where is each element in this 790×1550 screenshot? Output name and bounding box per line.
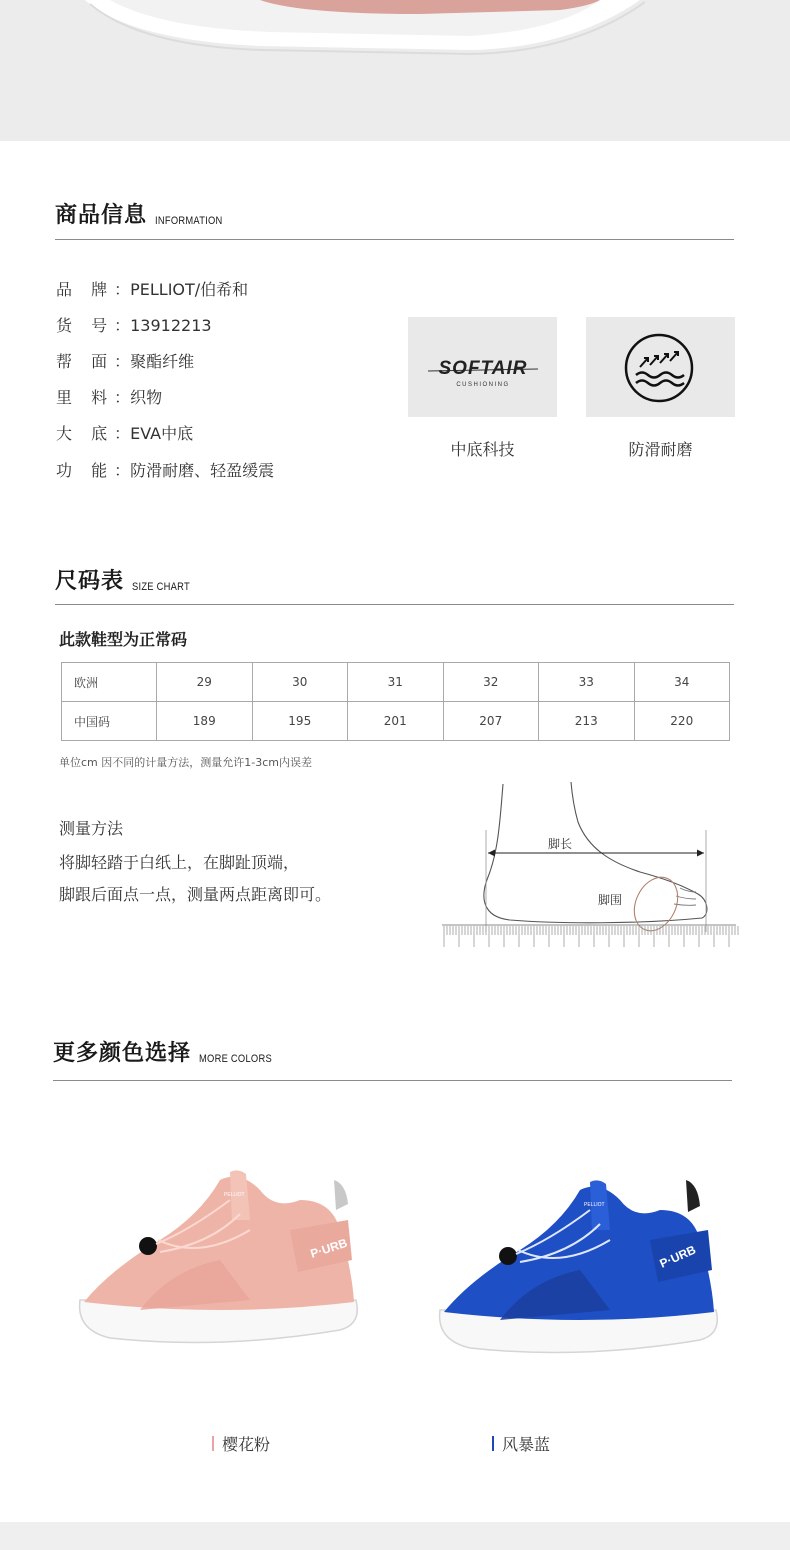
foot-measure-diagram	[440, 782, 740, 950]
info-row-brand: 品 牌：PELLIOT/伯希和	[56, 280, 249, 299]
softair-logo-text: SOFTAIR	[438, 358, 528, 379]
size-cell: 195	[252, 702, 348, 741]
size-cell: 34	[634, 663, 730, 702]
size-chart-note: 单位cm 因不同的计量方法，测量允许1-3cm内误差	[59, 756, 312, 769]
foot-girth-label: 脚围	[598, 893, 623, 907]
color-name-pink: 樱花粉	[222, 1435, 271, 1454]
shoe-sole-image	[0, 0, 790, 141]
info-label: 品 牌	[56, 280, 115, 299]
info-row-lining: 里 料：织物	[56, 388, 163, 407]
product-info-heading	[55, 204, 235, 228]
info-row-upper: 帮 面：聚酯纤维	[56, 352, 195, 371]
size-cell: 32	[443, 663, 539, 702]
size-cell: 220	[634, 702, 730, 741]
info-label: 货 号	[56, 316, 115, 335]
size-chart-subtitle: 此款鞋型为正常码	[59, 630, 188, 649]
info-row-item-no: 货 号：13912213	[56, 316, 212, 335]
size-chart-title-en: SIZE CHART	[132, 581, 190, 593]
section-divider	[55, 604, 734, 605]
size-cell: 213	[539, 702, 635, 741]
info-value: 13912213	[130, 316, 212, 335]
size-chart-heading	[55, 570, 200, 594]
table-row	[62, 663, 730, 702]
color-option-blue[interactable]	[492, 1432, 550, 1455]
shoe-text-pink: P·URB	[308, 1235, 350, 1261]
color-name-blue: 风暴蓝	[502, 1435, 551, 1454]
size-cell: 31	[348, 663, 444, 702]
size-cell: 33	[539, 663, 635, 702]
shoe-text-blue: P·URB	[657, 1242, 698, 1271]
color-option-pink[interactable]	[212, 1432, 270, 1455]
bottom-band	[0, 1522, 790, 1550]
softair-logo-icon	[408, 317, 557, 417]
measure-instruction-1: 将脚轻踏于白纸上，在脚趾顶端，	[59, 853, 300, 872]
shoe-image-pink[interactable]	[70, 1160, 370, 1360]
table-row	[62, 702, 730, 741]
anti-slip-tile	[586, 317, 735, 417]
product-info-title: 商品信息	[55, 203, 148, 228]
ruler-icon	[444, 926, 738, 947]
size-row-label: 中国码	[62, 702, 157, 741]
size-table	[61, 662, 730, 741]
softair-tile	[408, 317, 557, 417]
more-colors-title: 更多颜色选择	[53, 1041, 192, 1066]
feature-caption-midsole: 中底科技	[450, 440, 515, 459]
product-info-title-en: INFORMATION	[155, 215, 223, 227]
shoe-brand-pink: PELLIOT	[224, 1192, 245, 1198]
size-cell: 30	[252, 663, 348, 702]
info-label: 帮 面	[56, 352, 115, 371]
softair-logo-subtext: CUSHIONING	[456, 382, 510, 388]
info-row-function: 功 能：防滑耐磨、轻盈缓震	[56, 461, 275, 480]
shoe-brand-blue: PELLIOT	[584, 1202, 605, 1208]
more-colors-heading	[53, 1042, 285, 1066]
size-chart-title: 尺码表	[55, 569, 125, 594]
info-label: 功 能	[56, 461, 115, 480]
anti-slip-icon	[586, 317, 735, 417]
info-label: 大 底	[56, 424, 115, 443]
info-value: EVA中底	[130, 424, 194, 443]
measure-instruction-2: 脚跟后面点一点，测量两点距离即可。	[59, 885, 332, 904]
color-swatch-bar	[492, 1436, 494, 1451]
info-row-outsole: 大 底：EVA中底	[56, 424, 194, 443]
info-label: 里 料	[56, 388, 115, 407]
size-cell: 201	[348, 702, 444, 741]
size-row-label: 欧洲	[62, 663, 157, 702]
color-swatch-bar	[212, 1436, 214, 1451]
foot-length-label: 脚长	[548, 837, 573, 851]
feature-caption-antislip: 防滑耐磨	[628, 440, 693, 459]
shoe-image-blue[interactable]	[430, 1170, 730, 1370]
info-value: 织物	[130, 388, 163, 407]
info-value: PELLIOT/伯希和	[130, 280, 249, 299]
section-divider	[53, 1080, 732, 1081]
more-colors-title-en: MORE COLORS	[199, 1053, 272, 1065]
size-cell: 189	[157, 702, 253, 741]
info-value: 防滑耐磨、轻盈缓震	[130, 461, 275, 480]
section-divider	[55, 239, 734, 240]
size-cell: 207	[443, 702, 539, 741]
info-value: 聚酯纤维	[130, 352, 195, 371]
size-cell: 29	[157, 663, 253, 702]
top-product-image	[0, 0, 790, 141]
measure-title: 测量方法	[59, 819, 124, 838]
